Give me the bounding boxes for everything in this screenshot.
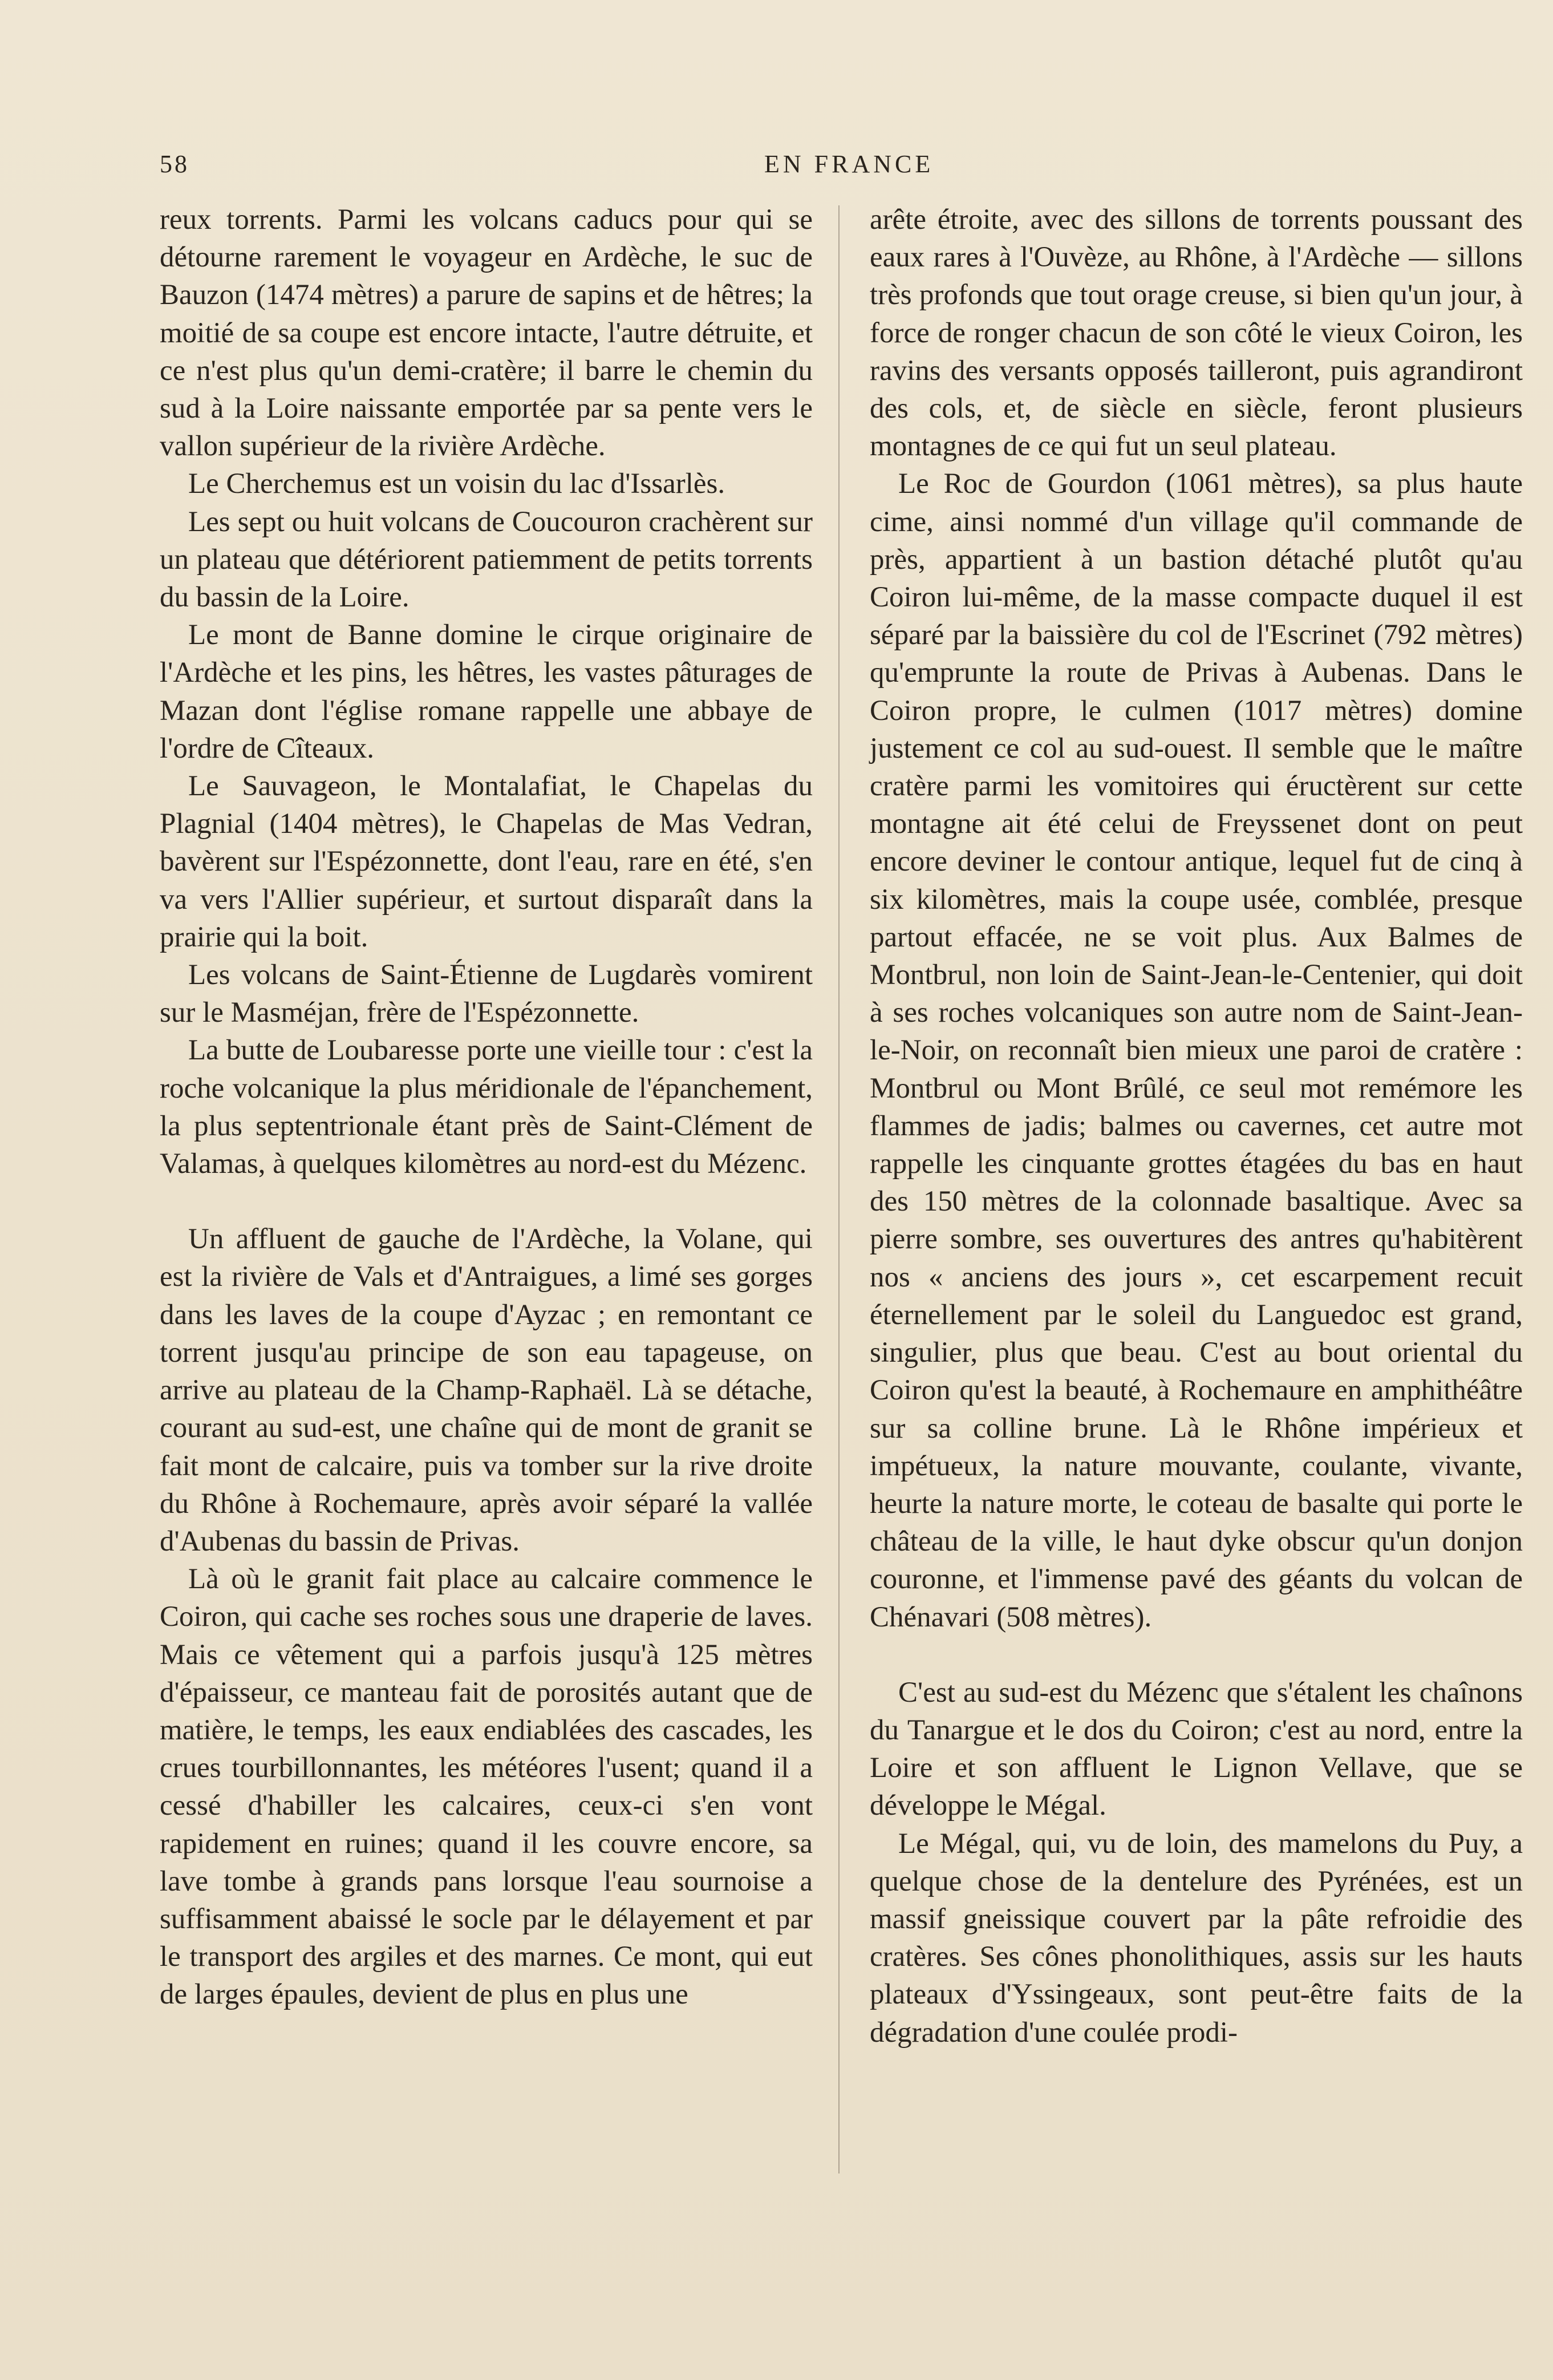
paragraph: Le Mégal, qui, vu de loin, des mamelons du Puy, a quelque chose de la dentelure des Pyrénées, est un massif gneissique couvert par la pâte refroidie des cratères. Ses cônes phonolithiques, assis sur les hauts plateaux d'Yssingeaux, sont peut-être faits de la dégradation d'une coulée prodi-	[870, 1827, 1523, 2049]
paragraph: La butte de Loubaresse porte une vieille tour : c'est la roche volcanique la plus méridionale de l'épanchement, la plus septentrionale étant près de Saint-Clément de Valamas, à quelques kilomètres au nord-est du Mézenc.	[160, 1034, 813, 1180]
paragraph: Le Roc de Gourdon (1061 mètres), sa plus haute cime, ainsi nommé d'un village qu'il commande de près, appartient à un bastion détaché plutôt qu'au Coiron lui-même, de la masse compacte duquel il est séparé par la baissière du col de l'Escrinet (792 mètres) qu'emprunte la route de Privas à Aubenas. Dans le Coiron propre, le culmen (1017 mètres) domine justement ce col au sud-ouest. Il semble que le maître cratère parmi les vomitoires qui éructèrent sur cette montagne ait été celui de Freyssenet dont on peut encore deviner le contour antique, lequel fut de cinq à six kilomètres, mais la coupe usée, comblée, presque partout effacée, ne se voit plus. Aux Balmes de Montbrul, non loin de Saint-Jean-le-Centenier, qui doit à ses roches volcaniques son autre nom de Saint-Jean-le-Noir, on reconnaît bien mieux une paroi de cratère : Montbrul ou Mont Brûlé, ce seul mot remémore les flammes de jadis; balmes ou cavernes, cet autre mot rappelle les cinquante grottes étagées du bas en haut des 150 mètres de la colonnade basaltique. Avec sa pierre sombre, ses ouvertures des antres qu'habitèrent nos « anciens des jours », cet escarpement recuit éternellement par le soleil du Languedoc est grand, singulier, plus que beau. C'est au bout oriental du Coiron qu'est la beauté, à Rochemaure en amphithéâtre sur sa colline brune. Là le Rhône impérieux et impétueux, la nature mouvante, coulante, vivante, heurte la nature morte, le coteau de basalte qui porte le château de la ville, le haut dyke obscur qu'un donjon couronne, et l'immense pavé des géants du volcan de Chénavari (508 mètres).	[870, 468, 1523, 1633]
page-number: 58	[160, 150, 189, 178]
running-head: EN FRANCE	[764, 150, 934, 178]
paragraph: Un affluent de gauche de l'Ardèche, la Volane, qui est la rivière de Vals et d'Antraigues, a limé ses gorges dans les laves de la coupe d'Ayzac ; en remontant ce torrent jusqu'au principe de son eau tapageuse, on arrive au plateau de la Champ-Raphaël. Là se détache, courant au sud-est, une chaîne qui de mont de granit se fait mont de calcaire, puis va tomber sur la rive droite du Rhône à Rochemaure, après avoir séparé la vallée d'Aubenas du bassin de Privas.	[160, 1223, 813, 1557]
paragraph: Le Cherchemus est un voisin du lac d'Issarlès.	[188, 468, 725, 500]
paragraph: Le Sauvageon, le Montalafiat, le Chapelas du Plagnial (1404 mètres), le Chapelas de Mas Vedran, bavèrent sur l'Espézonnette, dont l'eau, rare en été, s'en va vers l'Allier supérieur, et surtout disparaît dans la prairie qui la boit.	[160, 770, 813, 953]
paragraph: Les sept ou huit volcans de Coucouron crachèrent sur un plateau que détériorent patiemment de petits torrents du bassin de la Loire.	[160, 505, 813, 614]
paragraph: C'est au sud-est du Mézenc que s'étalent les chaînons du Tanargue et le dos du Coiron; c'est au nord, entre la Loire et son affluent le Lignon Vellave, que se développe le Mégal.	[870, 1676, 1523, 1822]
column-divider	[838, 205, 840, 2173]
paragraph: arête étroite, avec des sillons de torrents poussant des eaux rares à l'Ouvèze, au Rhône, à l'Ardèche — sillons très profonds que tout orage creuse, si bien qu'un jour, à force de ronger chacun de son côté le vieux Coiron, les ravins des versants opposés tailleront, puis agrandiront des cols, et, de siècle en siècle, feront plusieurs montagnes de ce qui fut un seul plateau.	[870, 204, 1523, 463]
paragraph: reux torrents. Parmi les volcans caducs pour qui se détourne rarement le voyageur en Ardèche, le suc de Bauzon (1474 mètres) a parure de sapins et de hêtres; la moitié de sa coupe est encore intacte, l'autre détruite, et ce n'est plus qu'un demi-cratère; il barre le chemin du sud à la Loire naissante emportée par sa pente vers le vallon supérieur de la rivière Ardèche.	[160, 204, 813, 463]
page-header	[160, 149, 1506, 184]
right-column	[870, 201, 1523, 2051]
left-column	[160, 201, 813, 2014]
paragraph: Le mont de Banne domine le cirque originaire de l'Ardèche et les pins, les hêtres, les vastes pâturages de Mazan dont l'église romane rappelle une abbaye de l'ordre de Cîteaux.	[160, 619, 813, 764]
paragraph: Les volcans de Saint-Étienne de Lugdarès vomirent sur le Masméjan, frère de l'Espézonnette.	[160, 959, 813, 1029]
paragraph: Là où le granit fait place au calcaire commence le Coiron, qui cache ses roches sous une draperie de laves. Mais ce vêtement qui a parfois jusqu'à 125 mètres d'épaisseur, ce manteau fait de porosités autant que de matière, le temps, les eaux endiablées des cascades, les crues tourbillonnantes, les météores l'usent; quand il a cessé d'habiller les calcaires, ceux-ci s'en vont rapidement en ruines; quand il les couvre encore, sa lave tombe à grands pans lorsque l'eau sournoise a suffisamment abaissé le socle par le délayement et par le transport des argiles et des marnes. Ce mont, qui eut de larges épaules, devient de plus en plus une	[160, 1563, 813, 2011]
